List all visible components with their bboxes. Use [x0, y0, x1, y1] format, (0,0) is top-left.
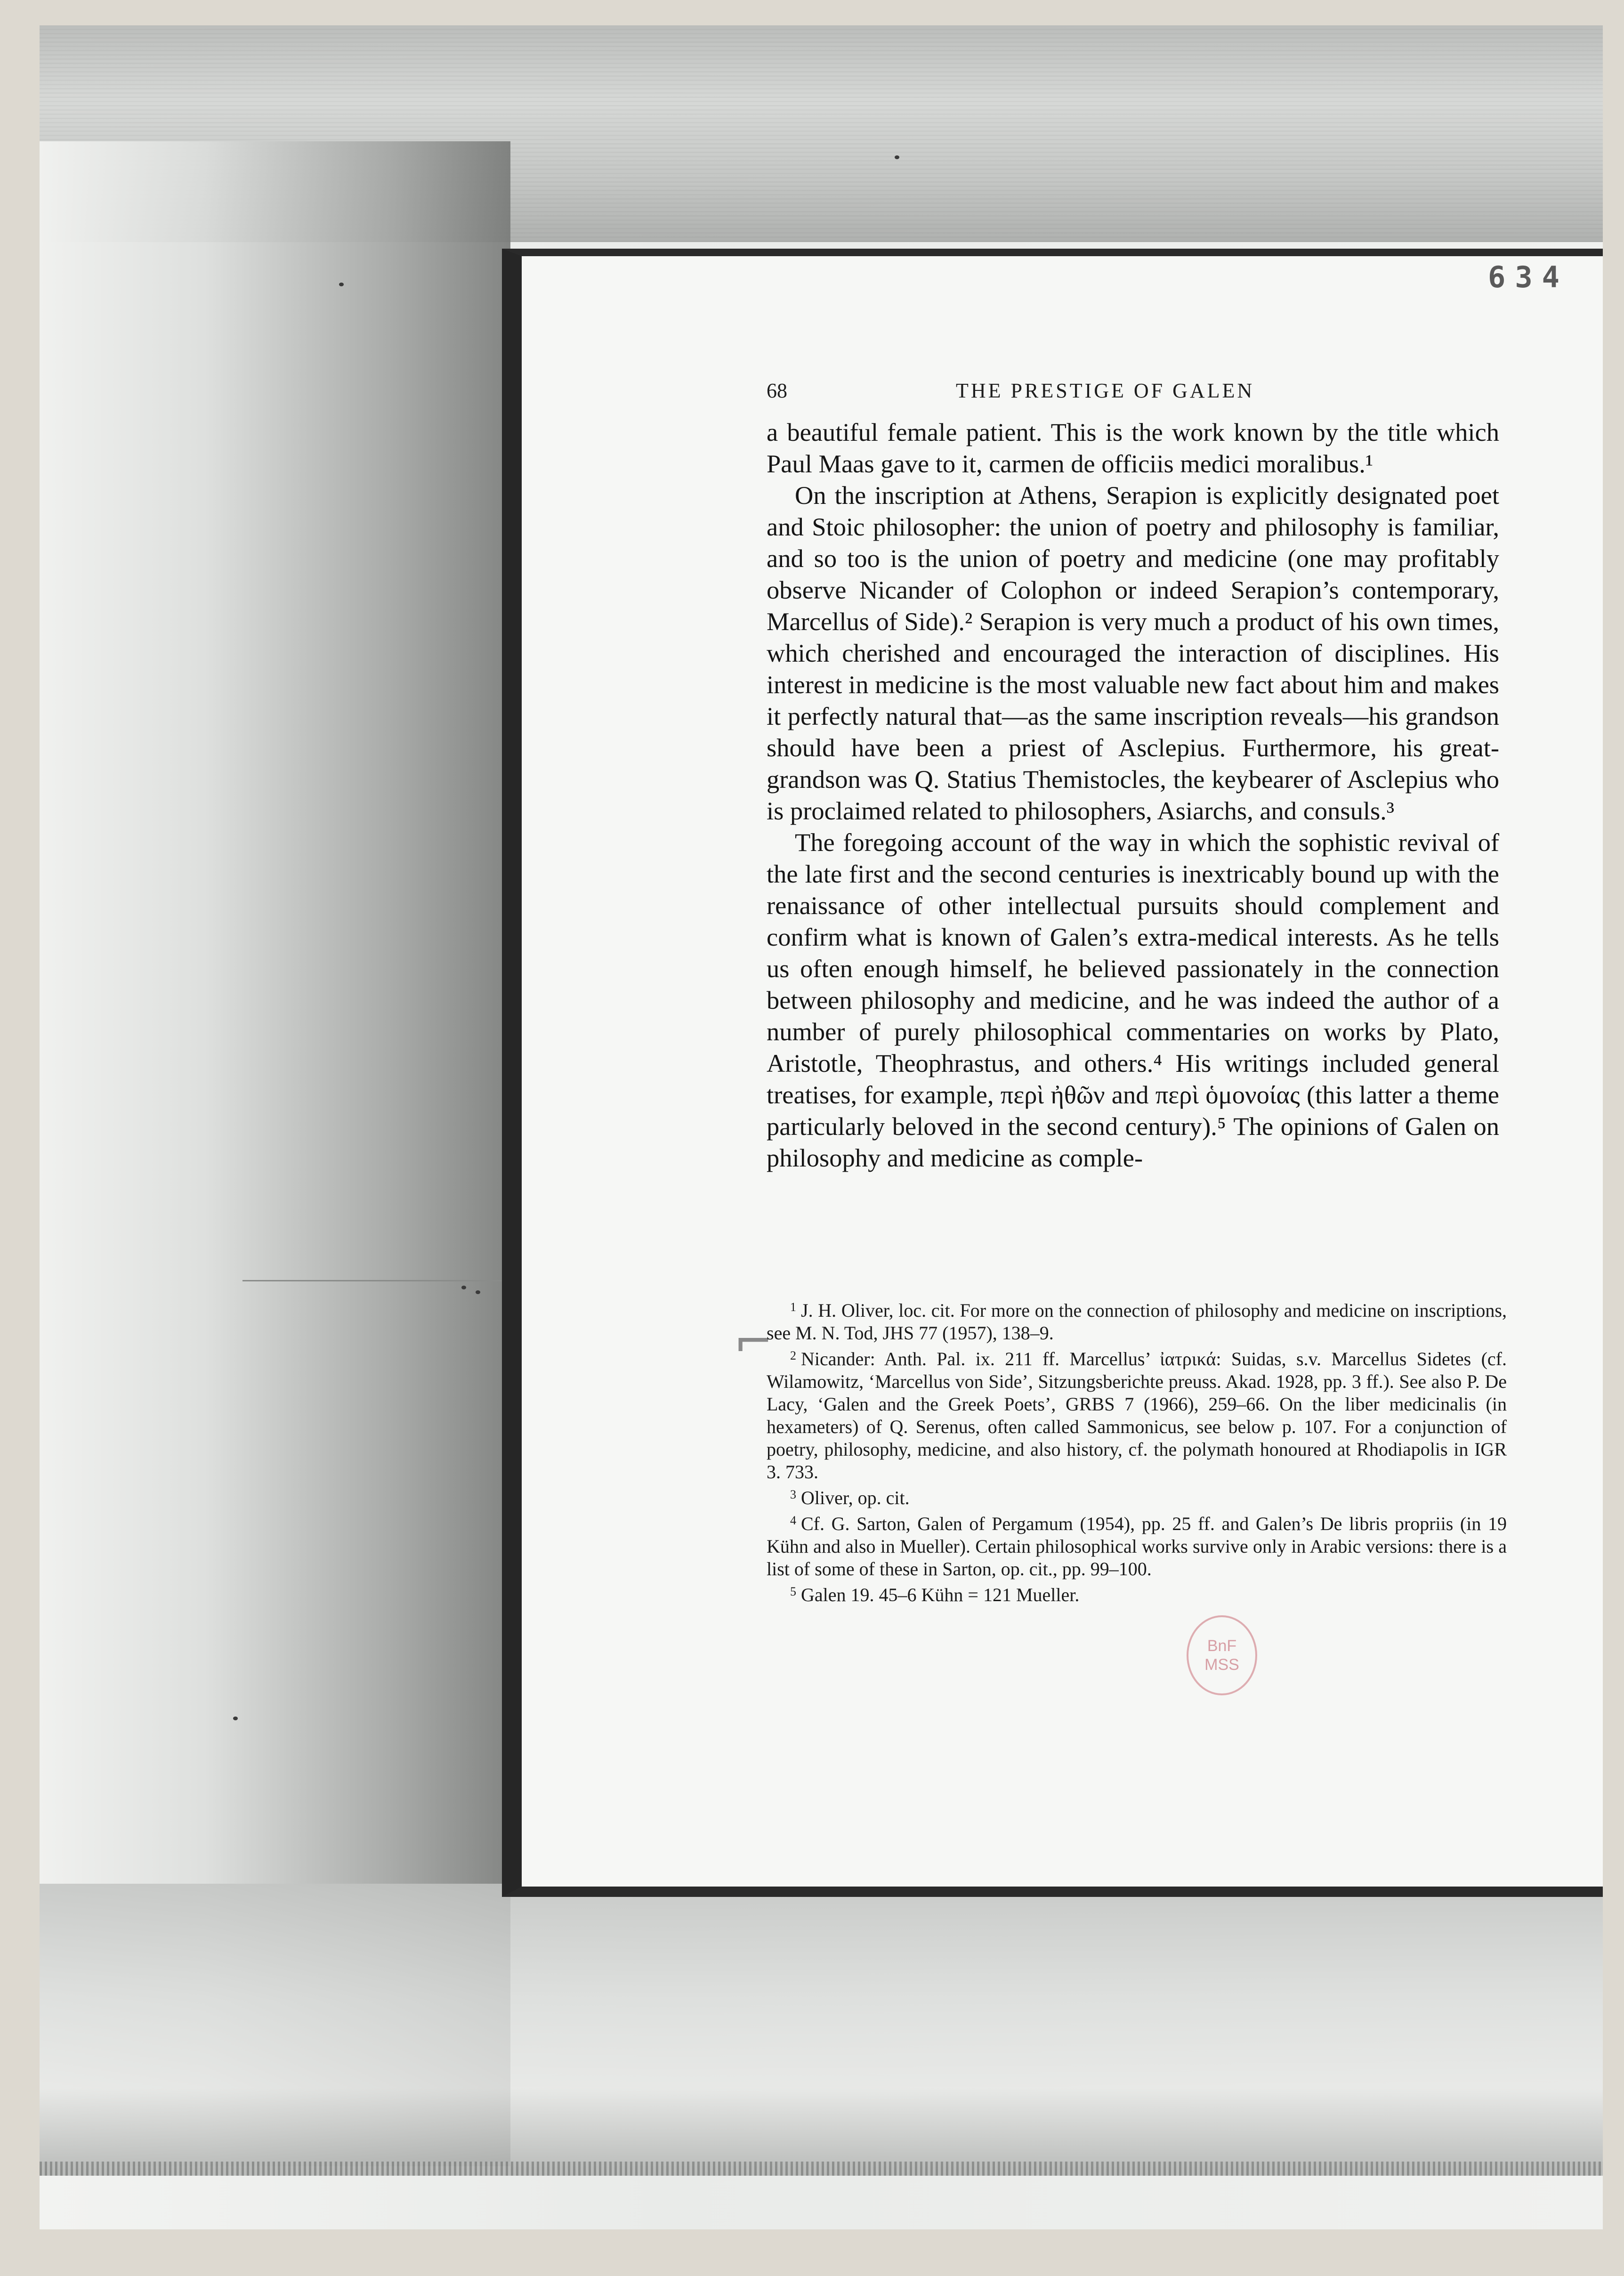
pencil-margin-mark: ⌐ — [734, 1314, 773, 1369]
footnote-text: J. H. Oliver, loc. cit. For more on the connection of philosophy and medicine on inscriptions, see M. N. Tod, JHS 77 (1957), 138–9. — [767, 1300, 1507, 1344]
page-number: 68 — [767, 379, 787, 402]
dust-speck — [476, 1290, 480, 1294]
footnote-number: 1 — [790, 1300, 796, 1314]
body-text — [767, 416, 1499, 1174]
torn-edge-bottom — [40, 2162, 1603, 2176]
archive-number: 634 — [1488, 260, 1569, 294]
dust-speck — [461, 1286, 466, 1289]
stamp-line: BnF — [1207, 1637, 1237, 1655]
toner-smudge-bottom — [40, 1884, 1603, 2176]
dust-speck — [895, 155, 899, 159]
paragraph: The foregoing account of the way in which the sophistic revival of the late first and the second centuries is inextricably bound up with the renaissance of other intellectual pursuits should complement and confirm what is known of Galen’s extra-medical interests. As he tells us often enough himself, he believed passionately in the connection between philosophy and medicine, and he was indeed the author of a number of purely philosophical commentaries on works by Plato, Aristotle, Theophrastus, and others.⁴ His writings included general treatises, for example, περὶ ἠθῶν and περὶ ὁμονοίας (this latter a theme particularly beloved in the second century).⁵ The opinions of Galen on philosophy and medicine as comple- — [767, 828, 1499, 1172]
paragraph: a beautiful female patient. This is the work known by the title which Paul Maas gave to it, carmen de officiis medici moralibus.¹ — [767, 418, 1499, 478]
footnote-number: 5 — [790, 1585, 796, 1598]
stamp-line: MSS — [1204, 1656, 1239, 1674]
footnote-text: Nicander: Anth. Pal. ix. 211 ff. Marcellus’ ἰατρικά: Suidas, s.v. Marcellus Sidetes (cf. Wilamowitz, ‘Marcellus von Side’, Sitzungsberichte preuss. Akad. 1928, pp. 3 ff.). See also P. De Lacy, ‘Galen and the Greek Poets’, GRBS 7 (1966), 259–66. On the liber medicinalis (in hexameters) of Q. Serenus, often called Sammonicus, see below p. 107. For a conjunction of poetry, philosophy, medicine, and also history, cf. the polymath honoured at Rhodiapolis in IGR 3. 733. — [767, 1348, 1507, 1482]
footnote-number: 3 — [790, 1488, 796, 1501]
footnote — [767, 1509, 1507, 1580]
running-head — [767, 379, 1501, 407]
footnote-number: 2 — [790, 1349, 796, 1362]
footnote-number: 4 — [790, 1514, 796, 1527]
running-title: THE PRESTIGE OF GALEN — [956, 379, 1255, 402]
footnote — [767, 1345, 1507, 1483]
footnote-text: Galen 19. 45–6 Kühn = 121 Mueller. — [801, 1584, 1080, 1605]
library-stamp — [1187, 1615, 1257, 1695]
footnotes — [767, 1296, 1507, 1606]
dust-speck — [339, 283, 344, 286]
paragraph: On the inscription at Athens, Serapion is explicitly designated poet and Stoic philosopher: the union of poetry and philosophy is familiar, and so too is the union of poetry and medicine (one may profitably observe Nicander of Colophon or indeed Serapion’s contemporary, Marcellus of Side).² Serapion is very much a product of his own times, which cherished and encouraged the interaction of disciplines. His interest in medicine is the most valuable new fact about him and makes it perfectly natural that—as the same inscription reveals—his grandson should have been a priest of Asclepius. Furthermore, his great-grandson was Q. Statius Themistocles, the keybearer of Asclepius who is proclaimed related to philosophers, Asiarchs, and consuls.³ — [767, 481, 1499, 825]
footnote — [767, 1296, 1507, 1345]
toner-smudge-left — [40, 141, 510, 2166]
footnote-text: Cf. G. Sarton, Galen of Pergamum (1954), pp. 25 ff. and Galen’s De libris propriis (in 19 Kühn and also in Mueller). Certain philosophical works survive only in Arabic versions: there is a list of some of these in Sarton, op. cit., pp. 99–100. — [767, 1513, 1507, 1579]
footnote — [767, 1483, 1507, 1509]
footnote-text: Oliver, op. cit. — [801, 1487, 910, 1508]
margin-rule-line — [242, 1280, 506, 1281]
dust-speck — [233, 1717, 238, 1720]
footnote — [767, 1580, 1507, 1606]
